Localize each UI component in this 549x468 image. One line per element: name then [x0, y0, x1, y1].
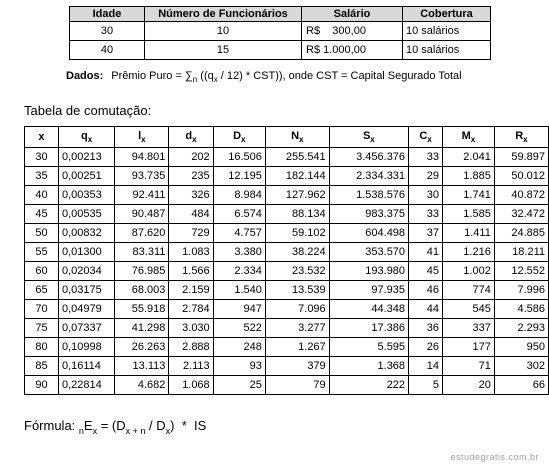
header-subscript: x	[87, 135, 93, 144]
header-symbol: q	[81, 130, 88, 142]
table-cell: 0,01300	[58, 243, 114, 262]
header-cobertura: Cobertura	[403, 7, 491, 22]
table-cell: 17.386	[329, 319, 408, 338]
salario-cell: R$ 300,00	[302, 22, 403, 41]
idade-cell: 40	[70, 41, 145, 60]
table-cell: 41.298	[115, 319, 169, 338]
header-subscript: x	[299, 135, 304, 144]
table-cell: 70	[25, 300, 59, 319]
table-cell: 947	[213, 300, 265, 319]
header-subscript: x	[523, 135, 528, 144]
table-cell: 35	[25, 167, 59, 186]
funcionarios-cell: 15	[145, 41, 302, 60]
header-symbol: M	[461, 130, 471, 142]
header-nx	[265, 127, 329, 148]
salario-cell: R$ 1.000,00	[302, 41, 403, 60]
table-cell: 59.897	[494, 148, 548, 167]
table-cell: 8.984	[213, 186, 265, 205]
table-cell: 90	[25, 376, 59, 395]
formula-sub-x: x	[92, 426, 98, 436]
table-cell: 1.411	[443, 224, 495, 243]
table-cell: 353.570	[329, 243, 408, 262]
header-symbol: R	[515, 130, 524, 142]
table-cell: 4.682	[115, 376, 169, 395]
table-row	[25, 205, 549, 224]
employees-row	[70, 41, 491, 60]
table-cell: 950	[494, 338, 548, 357]
table-cell: 1.068	[169, 376, 213, 395]
table-cell: 1.585	[443, 205, 495, 224]
table-cell: 0,04979	[58, 300, 114, 319]
table-cell: 20	[443, 376, 495, 395]
table-cell: 1.741	[443, 186, 495, 205]
table-cell: 79	[265, 376, 329, 395]
table-cell: 0,22814	[58, 376, 114, 395]
table-cell: 26.263	[115, 338, 169, 357]
table-cell: 13.539	[265, 281, 329, 300]
header-subscript: x	[370, 135, 375, 144]
header-lx	[115, 127, 169, 148]
table-cell: 92.411	[115, 186, 169, 205]
table-cell: 1.540	[213, 281, 265, 300]
table-cell: 983.375	[329, 205, 408, 224]
table-cell: 18.211	[494, 243, 548, 262]
header-subscript: x	[241, 135, 246, 144]
table-row	[25, 148, 549, 167]
table-cell: 2.784	[169, 300, 213, 319]
table-cell: 94.801	[115, 148, 169, 167]
employees-row	[70, 22, 491, 41]
table-cell: 30	[25, 148, 59, 167]
table-cell: 302	[494, 357, 548, 376]
dados-text-pre: Prêmio Puro = ∑	[111, 70, 193, 82]
table-row	[25, 281, 549, 300]
table-cell: 44	[409, 300, 443, 319]
header-symbol: x	[38, 131, 45, 143]
table-cell: 0,10998	[58, 338, 114, 357]
table-cell: 5.595	[329, 338, 408, 357]
table-cell: 0,00353	[58, 186, 114, 205]
header-symbol: S	[362, 130, 371, 142]
table-cell: 93.735	[115, 167, 169, 186]
table-cell: 2.041	[443, 148, 495, 167]
header-salario: Salário	[302, 7, 403, 22]
header-x	[25, 127, 59, 148]
table-cell: 1.267	[265, 338, 329, 357]
table-cell: 60	[25, 262, 59, 281]
cobertura-cell: 10 salários	[403, 41, 491, 60]
table-cell: 6.574	[213, 205, 265, 224]
table-cell: 3.380	[213, 243, 265, 262]
table-row	[25, 376, 549, 395]
table-cell: 0,00251	[58, 167, 114, 186]
header-cx	[409, 127, 443, 148]
table-cell: 248	[213, 338, 265, 357]
dados-label: Dados:	[66, 70, 104, 82]
table-row	[25, 262, 549, 281]
header-subscript: x	[192, 135, 197, 144]
formula-sub-x2: x	[165, 426, 171, 436]
formula-post: ) * IS	[170, 418, 207, 433]
table-cell: 90.487	[115, 205, 169, 224]
table-cell: 177	[443, 338, 495, 357]
table-cell: 65	[25, 281, 59, 300]
table-cell: 1.002	[443, 262, 495, 281]
table-cell: 83.311	[115, 243, 169, 262]
table-cell: 0,00213	[58, 148, 114, 167]
table-cell: 29	[409, 167, 443, 186]
table-cell: 2.293	[494, 319, 548, 338]
table-cell: 12.552	[494, 262, 548, 281]
header-qx	[58, 127, 114, 148]
table-cell: 26	[409, 338, 443, 357]
table-cell: 25	[213, 376, 265, 395]
table-cell: 4.586	[494, 300, 548, 319]
table-cell: 3.456.376	[329, 148, 408, 167]
table-cell: 604.498	[329, 224, 408, 243]
table-cell: 7.096	[265, 300, 329, 319]
dados-text-post: / 12) * CST)), onde CST = Capital Segurado Total	[217, 70, 462, 82]
table-cell: 23.532	[265, 262, 329, 281]
table-cell: 12.195	[213, 167, 265, 186]
header-symbol: l	[138, 130, 142, 142]
table-cell: 16.506	[213, 148, 265, 167]
table-cell: 774	[443, 281, 495, 300]
table-cell: 24.885	[494, 224, 548, 243]
header-mx	[443, 127, 495, 148]
dados-sub-x: x	[213, 75, 218, 84]
table-cell: 729	[169, 224, 213, 243]
table-cell: 255.541	[265, 148, 329, 167]
table-cell: 38.224	[265, 243, 329, 262]
table-cell: 1.885	[443, 167, 495, 186]
dados-formula-line	[66, 70, 462, 84]
table-row	[25, 319, 549, 338]
formula-sub-xn: x + n	[125, 426, 146, 436]
table-cell: 40	[25, 186, 59, 205]
table-cell: 75	[25, 319, 59, 338]
table-cell: 68.003	[115, 281, 169, 300]
table-cell: 85	[25, 357, 59, 376]
table-cell: 30	[409, 186, 443, 205]
table-cell: 3.277	[265, 319, 329, 338]
header-symbol: C	[419, 130, 428, 142]
table-cell: 2.113	[169, 357, 213, 376]
table-cell: 0,03175	[58, 281, 114, 300]
table-cell: 0,02034	[58, 262, 114, 281]
table-row	[25, 186, 549, 205]
watermark: estudegratis.com.br	[450, 452, 539, 462]
table-row	[25, 224, 549, 243]
formula-slash: / D	[145, 418, 166, 433]
idade-cell: 30	[70, 22, 145, 41]
table-cell: 76.985	[115, 262, 169, 281]
header-sx	[329, 127, 408, 148]
table-cell: 33	[409, 148, 443, 167]
table-cell: 5	[409, 376, 443, 395]
formula-E: E	[83, 418, 93, 433]
table-cell: 1.538.576	[329, 186, 408, 205]
formula-label: Fórmula:	[24, 418, 79, 433]
header-funcionarios: Número de Funcionários	[145, 7, 302, 22]
cobertura-cell: 10 salários	[403, 22, 491, 41]
table-cell: 37	[409, 224, 443, 243]
table-cell: 522	[213, 319, 265, 338]
table-cell: 326	[169, 186, 213, 205]
header-symbol: d	[185, 130, 193, 142]
table-cell: 88.134	[265, 205, 329, 224]
formula-eq: = (D	[97, 418, 126, 433]
table-cell: 33	[409, 205, 443, 224]
header-dx	[213, 127, 265, 148]
table-cell: 0,00832	[58, 224, 114, 243]
table-cell: 379	[265, 357, 329, 376]
table-cell: 1.083	[169, 243, 213, 262]
table-cell: 1.216	[443, 243, 495, 262]
table-cell: 50	[25, 224, 59, 243]
table-cell: 45	[409, 262, 443, 281]
table-row	[25, 357, 549, 376]
table-cell: 0,07337	[58, 319, 114, 338]
table-cell: 0,16114	[58, 357, 114, 376]
table-cell: 2.334.331	[329, 167, 408, 186]
table-cell: 235	[169, 167, 213, 186]
table-cell: 4.757	[213, 224, 265, 243]
header-subscript: x	[141, 135, 146, 144]
table-row	[25, 338, 549, 357]
table-cell: 14	[409, 357, 443, 376]
header-symbol: D	[233, 130, 242, 142]
header-rx	[494, 127, 548, 148]
table-cell: 36	[409, 319, 443, 338]
dados-text-mid: ((q	[197, 70, 214, 82]
table-cell: 127.962	[265, 186, 329, 205]
table-cell: 222	[329, 376, 408, 395]
table-cell: 1.368	[329, 357, 408, 376]
table-cell: 337	[443, 319, 495, 338]
table-cell: 40.872	[494, 186, 548, 205]
table-cell: 0,00535	[58, 205, 114, 224]
table-cell: 41	[409, 243, 443, 262]
table-cell: 97.935	[329, 281, 408, 300]
table-cell: 46	[409, 281, 443, 300]
table-cell: 13.113	[115, 357, 169, 376]
table-cell: 2.334	[213, 262, 265, 281]
table-cell: 59.102	[265, 224, 329, 243]
formula-sub-n: n	[78, 426, 84, 436]
table-cell: 182.144	[265, 167, 329, 186]
table-row	[25, 243, 549, 262]
header-dx	[169, 127, 213, 148]
employees-table	[69, 6, 491, 60]
commutation-table	[24, 126, 549, 395]
tabela-title: Tabela de comutação:	[24, 103, 152, 118]
dados-sub-n: n	[192, 75, 198, 84]
table-cell: 202	[169, 148, 213, 167]
table-cell: 80	[25, 338, 59, 357]
table-cell: 484	[169, 205, 213, 224]
table-cell: 44.348	[329, 300, 408, 319]
table-cell: 45	[25, 205, 59, 224]
funcionarios-cell: 10	[145, 22, 302, 41]
table-cell: 71	[443, 357, 495, 376]
table-cell: 50.012	[494, 167, 548, 186]
table-cell: 545	[443, 300, 495, 319]
table-cell: 93	[213, 357, 265, 376]
table-cell: 2.159	[169, 281, 213, 300]
table-cell: 87.620	[115, 224, 169, 243]
table-cell: 2.888	[169, 338, 213, 357]
table-cell: 1.566	[169, 262, 213, 281]
formula-line	[24, 418, 206, 436]
table-cell: 32.472	[494, 205, 548, 224]
table-cell: 3.030	[169, 319, 213, 338]
commutation-header-row	[25, 127, 549, 148]
table-row	[25, 167, 549, 186]
table-row	[25, 300, 549, 319]
header-subscript: x	[470, 135, 476, 144]
table-cell: 55	[25, 243, 59, 262]
table-cell: 193.980	[329, 262, 408, 281]
header-subscript: x	[427, 135, 432, 144]
header-symbol: N	[291, 130, 300, 142]
employees-header-row	[70, 7, 491, 22]
header-idade: Idade	[70, 7, 145, 22]
table-cell: 7.996	[494, 281, 548, 300]
table-cell: 55.918	[115, 300, 169, 319]
table-cell: 66	[494, 376, 548, 395]
